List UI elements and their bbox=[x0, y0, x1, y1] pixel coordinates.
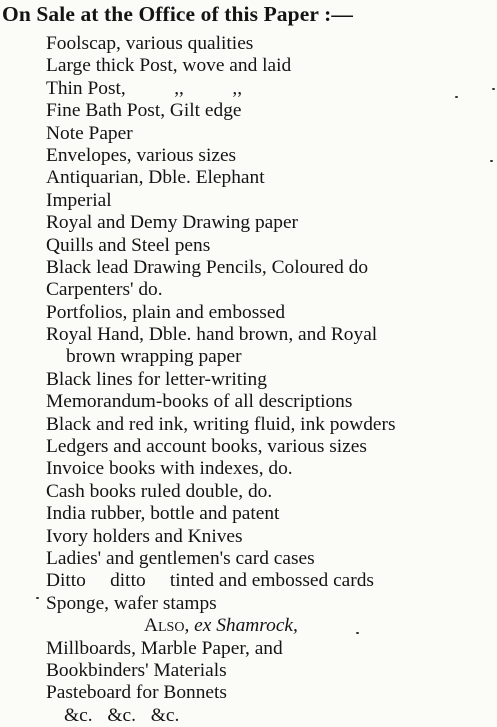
list-item: Fine Bath Post, Gilt edge bbox=[46, 100, 242, 122]
closing-etc: &c. &c. &c. bbox=[64, 704, 180, 726]
print-speck bbox=[492, 88, 495, 90]
list-item: Cash books ruled double, do. bbox=[46, 480, 273, 502]
list-item: Large thick Post, wove and laid bbox=[46, 55, 292, 77]
list-item: Ivory holders and Knives bbox=[46, 525, 243, 547]
list-item: Pasteboard for Bonnets bbox=[46, 682, 227, 704]
list-item: Ledgers and account books, various sizes bbox=[46, 436, 367, 458]
list-item: Foolscap, various qualities bbox=[46, 33, 254, 54]
also-prefix: Also, bbox=[144, 615, 195, 637]
list-item: Imperial bbox=[46, 189, 112, 211]
items-list bbox=[46, 33, 497, 727]
list-item: Black and red ink, writing fluid, ink powders bbox=[46, 413, 396, 435]
print-speck bbox=[455, 96, 458, 98]
list-item: Envelopes, various sizes bbox=[46, 144, 237, 166]
list-item: Black lines for letter-writing bbox=[46, 368, 267, 390]
list-item: Bookbinders' Materials bbox=[46, 659, 227, 681]
print-speck bbox=[356, 632, 359, 634]
also-line bbox=[46, 615, 497, 637]
list-item: Royal and Demy Drawing paper bbox=[46, 212, 299, 234]
list-item: Quills and Steel pens bbox=[46, 234, 211, 256]
print-speck bbox=[36, 597, 39, 599]
list-item: Thin Post, ,, ,, bbox=[46, 77, 243, 99]
list-item: Sponge, wafer stamps bbox=[46, 592, 217, 614]
list-item: Royal Hand, Dble. hand brown, and Royal bbox=[46, 324, 378, 346]
ad-heading: On Sale at the Office of this Paper :— bbox=[2, 2, 353, 26]
list-item: Ditto ditto tinted and embossed cards bbox=[46, 570, 374, 592]
list-item: India rubber, bottle and patent bbox=[46, 503, 280, 525]
list-item: Portfolios, plain and embossed bbox=[46, 301, 286, 323]
list-item: Carpenters' do. bbox=[46, 279, 163, 301]
list-item: Antiquarian, Dble. Elephant bbox=[46, 167, 265, 189]
print-speck bbox=[490, 160, 493, 162]
list-item: Invoice books with indexes, do. bbox=[46, 458, 293, 480]
list-item: Note Paper bbox=[46, 122, 133, 144]
list-item: Black lead Drawing Pencils, Coloured do bbox=[46, 256, 369, 278]
list-item: Ladies' and gentlemen's card cases bbox=[46, 547, 315, 569]
list-item: Millboards, Marble Paper, and bbox=[46, 637, 283, 659]
also-source: ex Shamrock, bbox=[194, 615, 298, 637]
list-item-continuation: brown wrapping paper bbox=[66, 346, 242, 368]
list-item: Memorandum-books of all descriptions bbox=[46, 391, 353, 413]
